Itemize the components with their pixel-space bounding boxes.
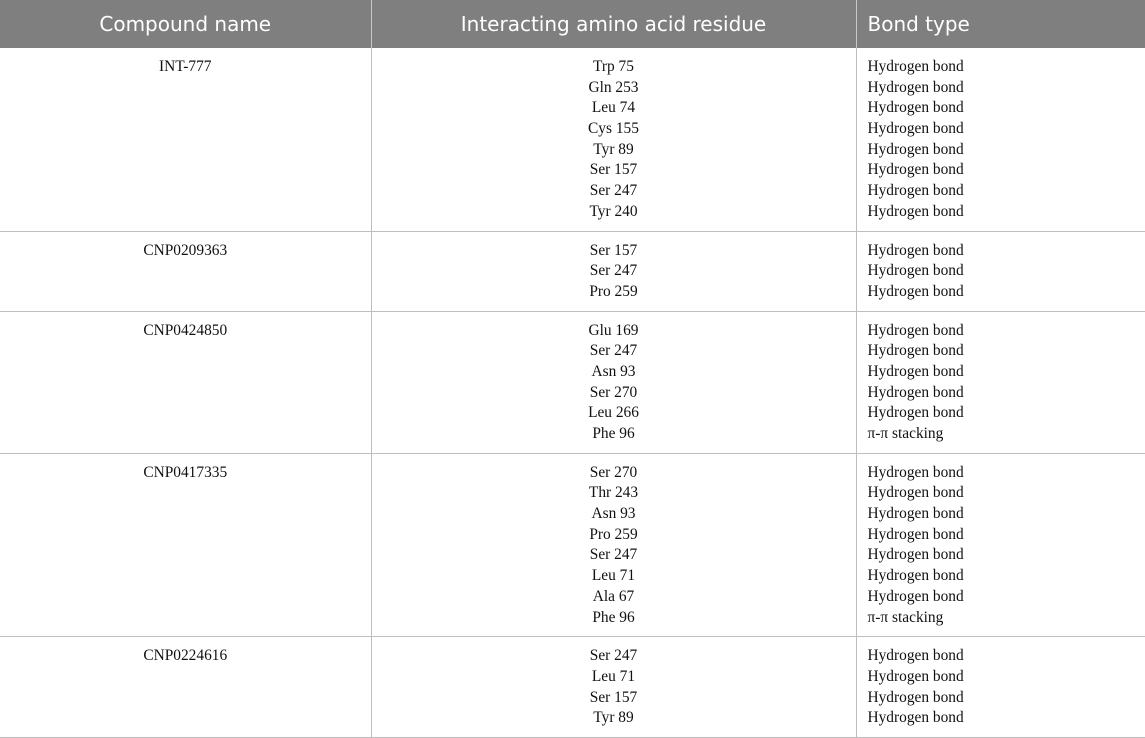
bond-type-entry: Hydrogen bond xyxy=(868,78,1145,99)
residue-entry: Ser 247 xyxy=(372,181,856,202)
bond-type-entry: Hydrogen bond xyxy=(868,140,1145,161)
bond-type-entry: Hydrogen bond xyxy=(868,688,1145,709)
bond-type-entry: Hydrogen bond xyxy=(868,57,1145,78)
column-header-residue: Interacting amino acid residue xyxy=(371,0,856,48)
residue-entry: Leu 71 xyxy=(372,667,856,688)
compound-name: CNP0424850 xyxy=(0,321,371,342)
table-row xyxy=(0,637,1145,738)
table-header xyxy=(0,0,1145,48)
bond-type-entry: Hydrogen bond xyxy=(868,646,1145,667)
bond-type-entry: Hydrogen bond xyxy=(868,362,1145,383)
residue-entry: Trp 75 xyxy=(372,57,856,78)
table-row xyxy=(0,231,1145,311)
residue-entry: Asn 93 xyxy=(372,362,856,383)
compound-name: INT-777 xyxy=(0,57,371,78)
bond-type-entry: π-π stacking xyxy=(868,424,1145,445)
bond-type-entry: Hydrogen bond xyxy=(868,383,1145,404)
bond-type-cell xyxy=(856,231,1145,311)
bond-type-entry: Hydrogen bond xyxy=(868,321,1145,342)
residue-entry: Leu 266 xyxy=(372,403,856,424)
bond-type-cell xyxy=(856,637,1145,738)
bond-type-entry: Hydrogen bond xyxy=(868,667,1145,688)
compound-cell xyxy=(0,453,371,637)
residue-entry: Ser 157 xyxy=(372,688,856,709)
bond-type-entry: Hydrogen bond xyxy=(868,181,1145,202)
residue-entry: Ala 67 xyxy=(372,587,856,608)
residue-entry: Ser 247 xyxy=(372,545,856,566)
bond-type-entry: Hydrogen bond xyxy=(868,545,1145,566)
table-row xyxy=(0,48,1145,231)
residue-entry: Cys 155 xyxy=(372,119,856,140)
bond-type-entry: Hydrogen bond xyxy=(868,587,1145,608)
residue-entry: Ser 157 xyxy=(372,160,856,181)
residue-entry: Leu 71 xyxy=(372,566,856,587)
bond-type-entry: π-π stacking xyxy=(868,608,1145,629)
residue-entry: Phe 96 xyxy=(372,424,856,445)
compound-cell xyxy=(0,311,371,453)
residue-cell xyxy=(371,453,856,637)
bond-type-entry: Hydrogen bond xyxy=(868,463,1145,484)
residue-entry: Phe 96 xyxy=(372,608,856,629)
bond-type-entry: Hydrogen bond xyxy=(868,403,1145,424)
residue-entry: Ser 270 xyxy=(372,383,856,404)
column-header-bond-type: Bond type xyxy=(856,0,1145,48)
residue-entry: Gln 253 xyxy=(372,78,856,99)
bond-type-entry: Hydrogen bond xyxy=(868,483,1145,504)
residue-entry: Tyr 89 xyxy=(372,708,856,729)
bond-type-entry: Hydrogen bond xyxy=(868,241,1145,262)
bond-type-entry: Hydrogen bond xyxy=(868,708,1145,729)
compound-cell xyxy=(0,48,371,231)
residue-entry: Pro 259 xyxy=(372,282,856,303)
bond-type-cell xyxy=(856,311,1145,453)
compound-name: CNP0209363 xyxy=(0,241,371,262)
residue-cell xyxy=(371,637,856,738)
residue-cell xyxy=(371,311,856,453)
residue-entry: Ser 270 xyxy=(372,463,856,484)
residue-entry: Ser 247 xyxy=(372,341,856,362)
bond-type-entry: Hydrogen bond xyxy=(868,160,1145,181)
bond-type-cell xyxy=(856,453,1145,637)
bond-type-entry: Hydrogen bond xyxy=(868,282,1145,303)
bond-type-entry: Hydrogen bond xyxy=(868,525,1145,546)
residue-entry: Pro 259 xyxy=(372,525,856,546)
residue-entry: Ser 247 xyxy=(372,261,856,282)
compound-cell xyxy=(0,637,371,738)
residue-entry: Asn 93 xyxy=(372,504,856,525)
bond-type-entry: Hydrogen bond xyxy=(868,98,1145,119)
column-header-compound: Compound name xyxy=(0,0,371,48)
bond-type-entry: Hydrogen bond xyxy=(868,341,1145,362)
compound-name: CNP0224616 xyxy=(0,646,371,667)
table-row xyxy=(0,311,1145,453)
residue-entry: Ser 157 xyxy=(372,241,856,262)
residue-cell xyxy=(371,231,856,311)
residue-entry: Tyr 240 xyxy=(372,202,856,223)
bond-type-cell xyxy=(856,48,1145,231)
bond-type-entry: Hydrogen bond xyxy=(868,504,1145,525)
bond-type-entry: Hydrogen bond xyxy=(868,261,1145,282)
residue-entry: Leu 74 xyxy=(372,98,856,119)
residue-entry: Thr 243 xyxy=(372,483,856,504)
residue-cell xyxy=(371,48,856,231)
bond-type-entry: Hydrogen bond xyxy=(868,202,1145,223)
header-row xyxy=(0,0,1145,48)
residue-entry: Glu 169 xyxy=(372,321,856,342)
compound-name: CNP0417335 xyxy=(0,463,371,484)
residue-entry: Tyr 89 xyxy=(372,140,856,161)
table-row xyxy=(0,453,1145,637)
compound-cell xyxy=(0,231,371,311)
bond-type-entry: Hydrogen bond xyxy=(868,566,1145,587)
table-body xyxy=(0,48,1145,737)
residue-entry: Ser 247 xyxy=(372,646,856,667)
bond-type-entry: Hydrogen bond xyxy=(868,119,1145,140)
